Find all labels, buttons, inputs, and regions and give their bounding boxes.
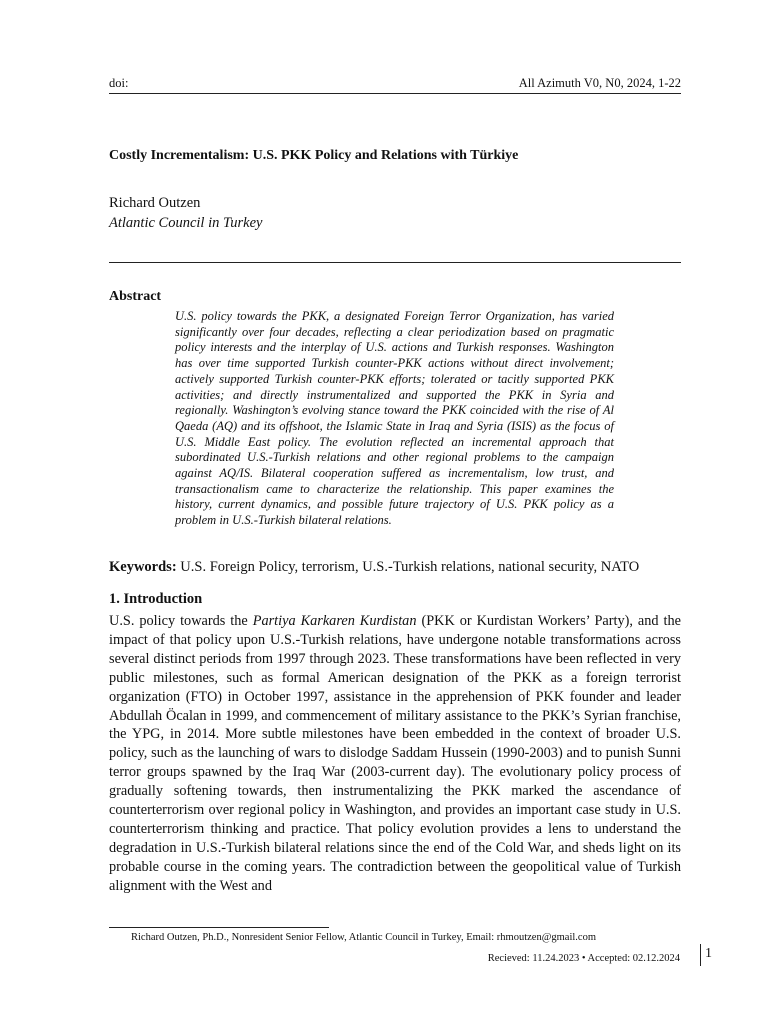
footnote-divider xyxy=(109,927,329,928)
page-number: 1 xyxy=(705,946,712,961)
page-number-divider xyxy=(700,944,701,966)
abstract-heading: Abstract xyxy=(109,289,162,304)
party-name: Partiya Karkaren Kurdistan xyxy=(252,613,417,629)
keywords-list: U.S. Foreign Policy, terrorism, U.S.-Turkish relations, national security, NATO xyxy=(180,559,640,575)
keywords xyxy=(109,559,689,576)
title-divider xyxy=(109,262,681,263)
journal-citation: All Azimuth V0, N0, 2024, 1-22 xyxy=(518,76,681,90)
running-header xyxy=(109,76,681,94)
abstract-body: U.S. policy towards the PKK, a designated Foreign Terror Organization, has varied significantly over four decades, reflecting a clear periodization based on pragmatic policy interests and the interplay of U.S. actions and Turkish responses. Washington has over time supported Turkish counter-PKK actions without direct involvement; actively supported Turkish counter-PKK efforts; tolerated or tacitly supported PKK activities; and directly instrumentalized and supported the PKK in Syria and regionally. Washington’s evolving stance toward the PKK coincided with the rise of Al Qaeda (AQ) and its offshoot, the Islamic State in Iraq and Syria (ISIS) as the focus of U.S. Middle East policy. The evolution reflected an incremental approach that subordinated U.S.-Turkish relations and other regional problems to the campaign against AQ/IS. Bilateral cooperation suffered as incrementalism, low trust, and transactionalism came to characterize the relationship. This paper examines the history, current dynamics, and possible future trajectory of U.S. PKK policy as a problem in U.S.-Turkish bilateral relations. xyxy=(175,309,614,528)
keywords-label: Keywords: xyxy=(109,559,177,575)
article-title: Costly Incrementalism: U.S. PKK Policy and Relations with Türkiye xyxy=(109,148,519,163)
author-footnote: Richard Outzen, Ph.D., Nonresident Senior Fellow, Atlantic Council in Turkey, Email: rhmoutzen@gmail.com xyxy=(131,932,596,943)
received-accepted-dates: Recieved: 11.24.2023 • Accepted: 02.12.2024 xyxy=(487,953,680,964)
author-name: Richard Outzen xyxy=(109,195,201,211)
author-affiliation: Atlantic Council in Turkey xyxy=(109,215,263,231)
intro-lead: U.S. policy towards the xyxy=(109,613,253,629)
doi-label: doi: xyxy=(109,76,129,90)
section-heading-introduction: 1. Introduction xyxy=(109,591,203,607)
introduction-paragraph xyxy=(109,612,681,896)
intro-text: (PKK or Kurdistan Workers’ Party), and the impact of that policy upon U.S.-Turkish relations, have undergone notable transformations across several distinct periods from 1997 through 2023. These transformations have been reflected in very public milestones, such as formal American designation of the PKK as a foreign terrorist organization (FTO) in October 1997, assistance in the apprehension of PKK founder and leader Abdullah Öcalan in 1999, and commencement of military assistance to the PKK’s Syrian franchise, the YPG, in 2014. More subtle milestones have been embedded in the context of broader U.S. policy, such as the launching of wars to dislodge Saddam Hussein (1990-2003) and to punish Sunni terror groups spawned by the Iraq War (2003-current day). The evolutionary policy process of gradually softening towards, then instrumentalizing the PKK marked the ascendance of counterterrorism over regional policy in Washington, and provides an important case study in U.S. counterterrorism thinking and practice. That policy evolution provides a lens to understand the degradation in U.S.-Turkish bilateral relations since the end of the Cold War, and sheds light on its probable course in the coming years. The contradiction between the geopolitical value of Turkish alignment with the West and xyxy=(109,613,681,894)
